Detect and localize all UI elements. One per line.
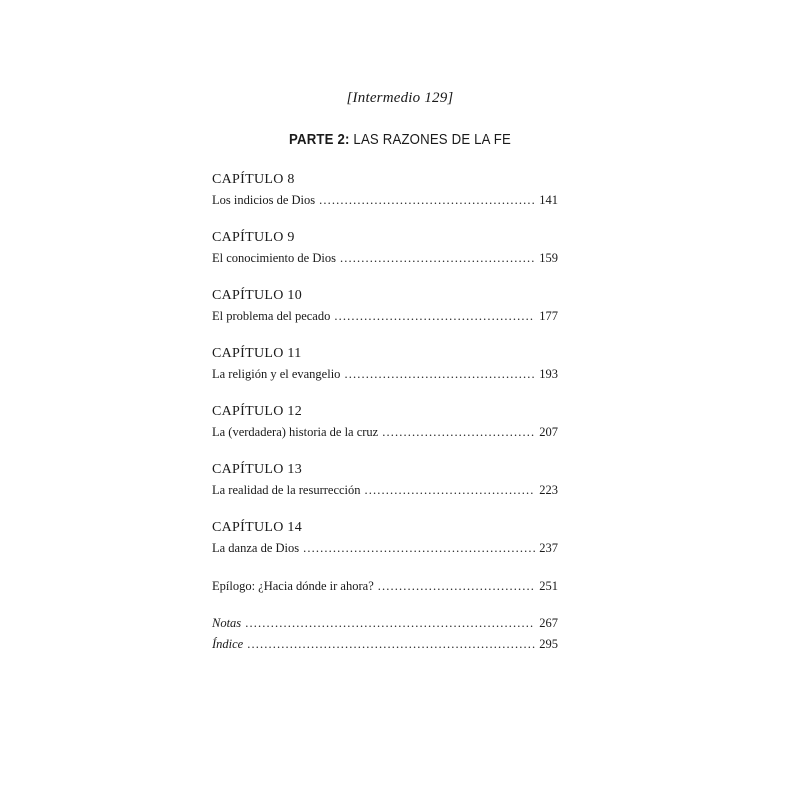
toc-entry-epilogue[interactable] bbox=[212, 579, 558, 594]
dot-leader bbox=[340, 251, 535, 266]
entry-title: Notas bbox=[212, 616, 242, 630]
chapter-label: CAPÍTULO 10 bbox=[212, 288, 303, 303]
toc-entry[interactable] bbox=[212, 193, 558, 208]
chapter-label: CAPÍTULO 11 bbox=[212, 346, 302, 361]
entry-page: 251 bbox=[539, 579, 558, 593]
dot-leader bbox=[245, 616, 535, 631]
entry-page: 141 bbox=[539, 193, 558, 207]
entry-page: 193 bbox=[539, 367, 558, 381]
toc-entry[interactable] bbox=[212, 541, 558, 556]
dot-leader bbox=[303, 541, 535, 556]
toc-entry[interactable] bbox=[212, 483, 558, 498]
entry-title: La religión y el evangelio bbox=[212, 367, 341, 381]
dot-leader bbox=[319, 193, 535, 208]
entry-title: Los indicios de Dios bbox=[212, 193, 316, 207]
dot-leader bbox=[365, 483, 536, 498]
entry-title: Índice bbox=[212, 637, 244, 651]
part-heading bbox=[48, 131, 752, 148]
entry-page: 207 bbox=[539, 425, 558, 439]
intermedio-reference: [Intermedio 129] bbox=[346, 90, 454, 106]
dot-leader bbox=[344, 367, 535, 382]
toc-entry-index[interactable] bbox=[212, 637, 558, 652]
entry-title: La danza de Dios bbox=[212, 541, 300, 555]
dot-leader bbox=[247, 637, 535, 652]
entry-title: La realidad de la resurrección bbox=[212, 483, 361, 497]
dot-leader bbox=[378, 579, 536, 594]
part-title: LAS RAZONES DE LA FE bbox=[353, 131, 512, 148]
toc-entry[interactable] bbox=[212, 309, 558, 324]
chapter-label: CAPÍTULO 12 bbox=[212, 404, 303, 419]
entry-page: 159 bbox=[539, 251, 558, 265]
part-label: PARTE 2: bbox=[288, 131, 350, 148]
dot-leader bbox=[382, 425, 535, 440]
entry-page: 267 bbox=[539, 616, 558, 630]
toc-entry-notes[interactable] bbox=[212, 616, 558, 631]
chapter-label: CAPÍTULO 8 bbox=[212, 172, 295, 187]
entry-page: 223 bbox=[539, 483, 558, 497]
entry-title: El conocimiento de Dios bbox=[212, 251, 336, 265]
toc-entry[interactable] bbox=[212, 367, 558, 382]
chapter-label: CAPÍTULO 13 bbox=[212, 462, 303, 477]
toc-entry[interactable] bbox=[212, 425, 558, 440]
chapter-label: CAPÍTULO 14 bbox=[212, 520, 303, 535]
chapter-label: CAPÍTULO 9 bbox=[212, 230, 295, 245]
entry-page: 177 bbox=[539, 309, 558, 323]
entry-title: El problema del pecado bbox=[212, 309, 331, 323]
entry-title: La (verdadera) historia de la cruz bbox=[212, 425, 379, 439]
toc-entry[interactable] bbox=[212, 251, 558, 266]
entry-page: 295 bbox=[539, 637, 558, 651]
entry-page: 237 bbox=[539, 541, 558, 555]
entry-title: Epílogo: ¿Hacia dónde ir ahora? bbox=[212, 579, 374, 593]
dot-leader bbox=[334, 309, 535, 324]
